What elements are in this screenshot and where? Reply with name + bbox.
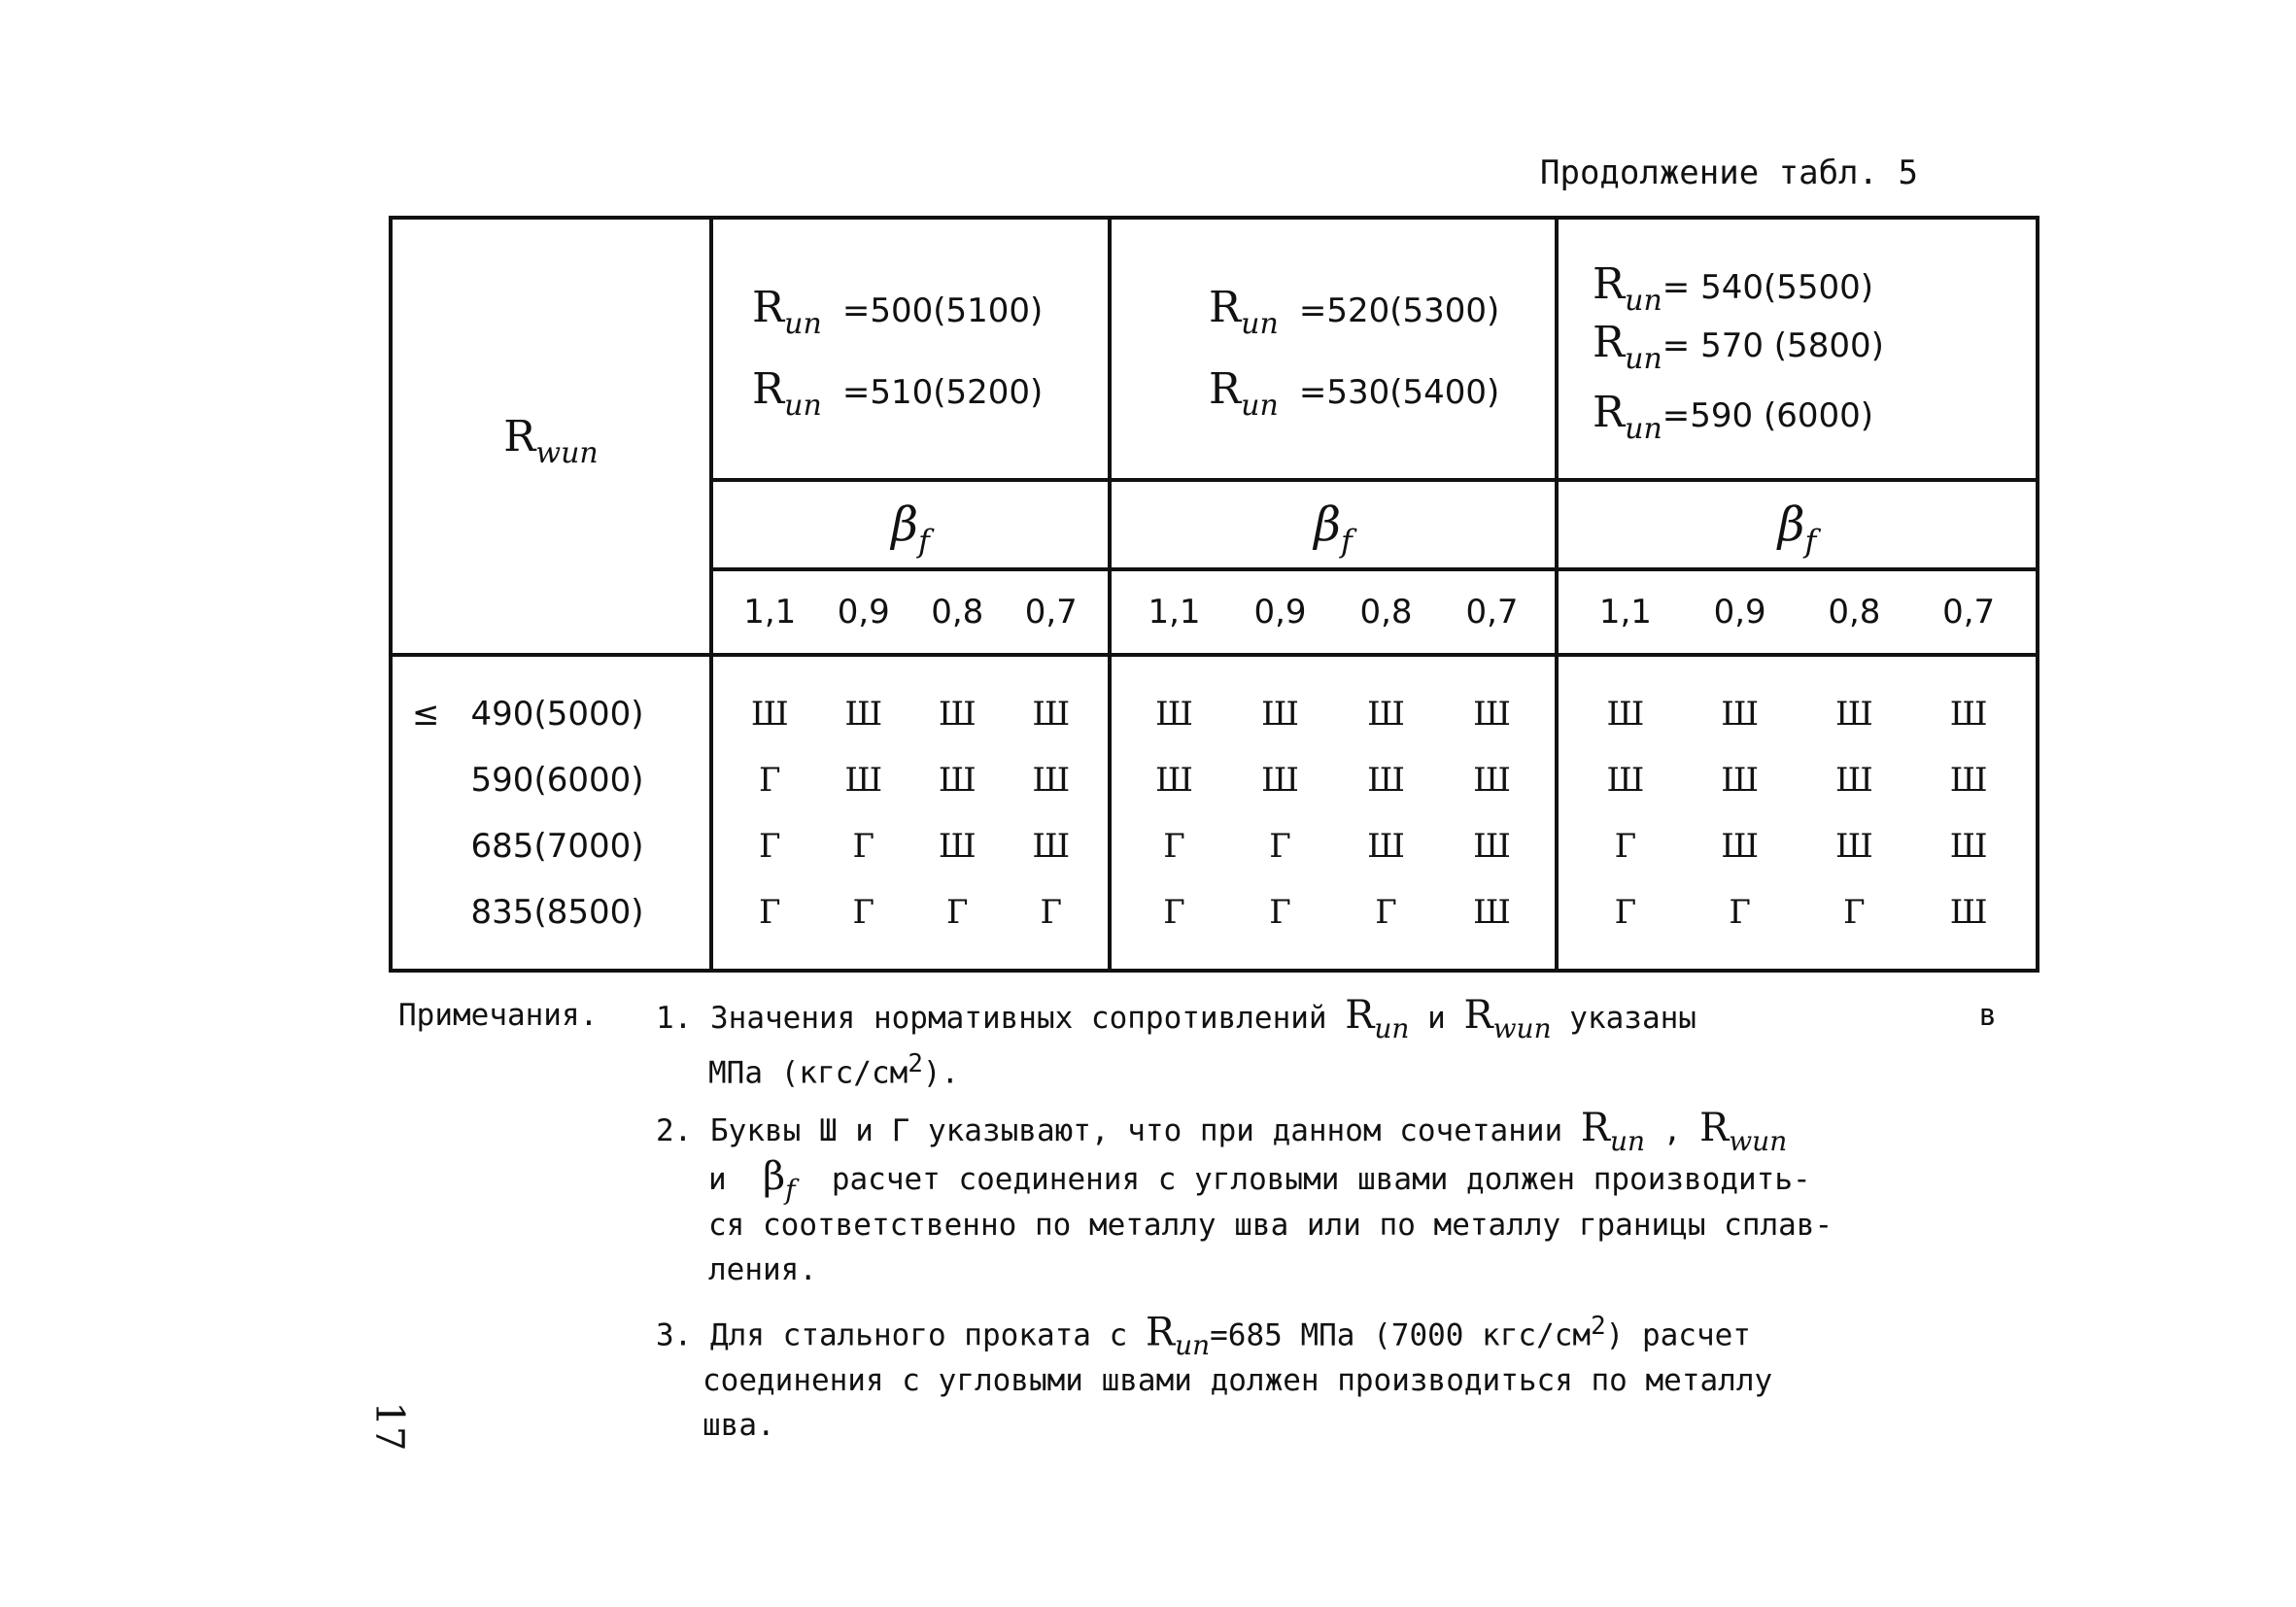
table-cell: Г [1614, 892, 1637, 932]
table-cell: Ш [1367, 826, 1405, 866]
table-cell: Ш [938, 826, 977, 866]
table-caption: Продолжение табл. 5 [1540, 154, 1918, 192]
k-values-2: 1,1 0,9 0,8 0,7 [1110, 569, 1557, 655]
row-label: ≤ 490(5000) [412, 694, 644, 734]
table-cell: Ш [1721, 826, 1760, 866]
note-1: 1. Значения нормативных сопротивлений Run и Rwun указаны в МПа $(кгс/см^2)$. [656, 993, 1997, 1091]
table-cell: Г [758, 826, 781, 866]
table-cell: Г [1163, 826, 1185, 866]
table-cell: Ш [1949, 892, 1988, 932]
table-cell: Ш [1473, 892, 1511, 932]
resistance-table [389, 216, 2039, 973]
table-cell: Ш [844, 760, 883, 800]
table-cell: Г [945, 892, 969, 932]
k-values-1: 1,1 0,9 0,8 0,7 [711, 569, 1110, 655]
table-cell: Ш [1367, 694, 1405, 734]
table-cell: Ш [1949, 694, 1988, 734]
table-cell: Г [1729, 892, 1751, 932]
table-cell: Г [1269, 826, 1291, 866]
table-cell: Ш [1261, 760, 1299, 800]
table-cell: Ш [1473, 826, 1511, 866]
table-cell: Ш [1721, 694, 1760, 734]
table-cell: Г [758, 892, 781, 932]
table-cell: Ш [1261, 694, 1299, 734]
corner-sub: wun [535, 435, 599, 470]
table-cell: Г [1375, 892, 1397, 932]
k-values-3: 1,1 0,9 0,8 0,7 [1557, 569, 2038, 655]
note-3: 3. Для стального проката с Run=685 МПа (7000 кгс/$см^2$) расчет соединения с угловыми швами должен производиться по металлу шва. [656, 1310, 1773, 1444]
table-cell: Ш [1473, 694, 1511, 734]
notes-heading: Примечания. [398, 998, 599, 1033]
table-cell: Г [852, 892, 874, 932]
row-labels [391, 655, 711, 971]
group-header-2: Run =520(5300) Run =530(5400) [1110, 218, 1557, 480]
corner-header [391, 218, 711, 655]
row-label: 590(6000) [470, 760, 644, 800]
beta-header-1: βf [711, 480, 1110, 569]
beta-header-3: βf [1557, 480, 2038, 569]
table-cell: Ш [1949, 826, 1988, 866]
page-number: 17 [366, 1401, 412, 1452]
table-cell: Ш [1721, 760, 1760, 800]
table-cell: Ш [1032, 694, 1071, 734]
table-cell: Ш [1834, 760, 1873, 800]
table-cell: Ш [750, 694, 789, 734]
table-cell: Ш [1834, 694, 1873, 734]
table-cell: Ш [844, 694, 883, 734]
table-cell: Г [1269, 892, 1291, 932]
beta-header-2: βf [1110, 480, 1557, 569]
table-cell: Ш [1155, 694, 1193, 734]
table-cell: Ш [938, 760, 977, 800]
table-cell: Ш [1473, 760, 1511, 800]
table-cell: Ш [1606, 760, 1645, 800]
data-block-2 [1110, 655, 1557, 971]
table-cell: Ш [1032, 760, 1071, 800]
table-cell: Г [1614, 826, 1637, 866]
table-cell: Ш [1032, 826, 1071, 866]
table-cell: Г [1163, 892, 1185, 932]
table-cell: Г [1843, 892, 1866, 932]
table-cell: Г [758, 760, 781, 800]
table-cell: Ш [1834, 826, 1873, 866]
row-label: 835(8500) [470, 892, 644, 932]
table-cell: Ш [938, 694, 977, 734]
table-cell: Ш [1606, 694, 1645, 734]
group-header-3: Run= 540(5500) Run= 570 (5800) Run=590 (6000) [1557, 218, 2038, 480]
note-2: 2. Буквы Ш и Г указывают, что при данном сочетании Run , Rwun и βf расчет соединения с угловыми швами должен производить- ся соответственно по металлу шва или по металлу границы сплав- ления. [656, 1106, 1833, 1287]
table-cell: Ш [1949, 760, 1988, 800]
less-equal-sign: ≤ [412, 694, 440, 734]
row-label: 685(7000) [470, 826, 644, 866]
data-block-3 [1557, 655, 2038, 971]
table-cell: Г [852, 826, 874, 866]
table-cell: Г [1040, 892, 1062, 932]
data-block-1 [711, 655, 1110, 971]
table-cell: Ш [1155, 760, 1193, 800]
table-cell: Ш [1367, 760, 1405, 800]
group-header-1: Run =500(5100) Run =510(5200) [711, 218, 1110, 480]
corner-R: R [503, 411, 536, 462]
